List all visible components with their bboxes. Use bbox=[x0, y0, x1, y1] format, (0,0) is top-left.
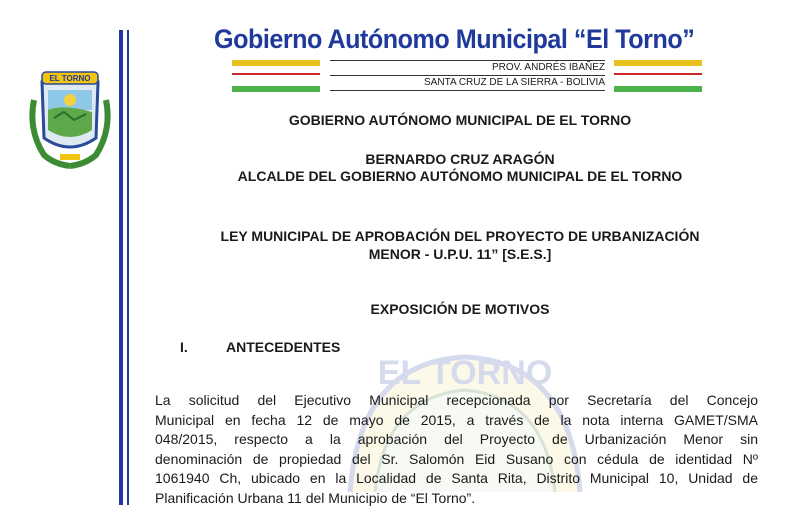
paragraph-line: Planificación Urbana 11 del Municipio de “El Torno”. bbox=[155, 489, 758, 508]
section-number: I. bbox=[180, 339, 188, 355]
flag-band-red-left bbox=[232, 73, 320, 75]
letterhead-rule-top bbox=[330, 60, 605, 61]
flag-band-red-right bbox=[614, 73, 702, 75]
paragraph-line: 1061940 Ch, ubicado en la Localidad de Santa Rita, Distrito Municipal 10, Unidad de bbox=[155, 469, 758, 489]
flag-band-green-left bbox=[232, 86, 320, 92]
paragraph-line: 048/2015, respecto a la aprobación del Proyecto de Urbanización Menor sin bbox=[155, 430, 758, 450]
letterhead-location: SANTA CRUZ DE LA SIERRA - BOLIVIA bbox=[330, 77, 605, 88]
paragraph-line: La solicitud del Ejecutivo Municipal recepcionada por Secretaría del Concejo bbox=[155, 391, 758, 411]
section-title: EXPOSICIÓN DE MOTIVOS bbox=[140, 301, 780, 317]
paragraph-line: denominación de propiedad del Sr. Salomón Eid Susano con cédula de identidad Nº bbox=[155, 450, 758, 470]
letterhead-province: PROV. ANDRÉS IBAÑEZ bbox=[330, 62, 605, 73]
flag-band-yellow-right bbox=[614, 60, 702, 66]
mayor-title: ALCALDE DEL GOBIERNO AUTÓNOMO MUNICIPAL DE EL TORNO bbox=[140, 168, 780, 184]
letterhead-title: Gobierno Autónomo Municipal “El Torno” bbox=[214, 24, 698, 55]
letterhead-rule-middle bbox=[330, 75, 605, 76]
left-border-line-thick bbox=[119, 30, 123, 505]
watermark-text: EL TORNO bbox=[378, 354, 552, 392]
law-title-line-2: MENOR - U.P.U. 11” [S.E.S.] bbox=[140, 246, 780, 262]
institution-heading: GOBIERNO AUTÓNOMO MUNICIPAL DE EL TORNO bbox=[140, 112, 780, 128]
left-border-line-thin bbox=[127, 30, 129, 505]
svg-text:EL TORNO: EL TORNO bbox=[49, 74, 90, 83]
paragraph-line: Municipal en fecha 12 de mayo de 2015, a través de la nota interna GAMET/SMA bbox=[155, 411, 758, 431]
flag-band-green-right bbox=[614, 86, 702, 92]
section-heading: ANTECEDENTES bbox=[226, 339, 340, 355]
flag-band-yellow-left bbox=[232, 60, 320, 66]
mayor-name: BERNARDO CRUZ ARAGÓN bbox=[140, 151, 780, 167]
antecedentes-paragraph bbox=[155, 391, 758, 508]
law-title-line-1: LEY MUNICIPAL DE APROBACIÓN DEL PROYECTO DE URBANIZACIÓN bbox=[140, 228, 780, 244]
letterhead-rule-bottom bbox=[330, 90, 605, 91]
municipal-seal-icon bbox=[24, 60, 116, 170]
